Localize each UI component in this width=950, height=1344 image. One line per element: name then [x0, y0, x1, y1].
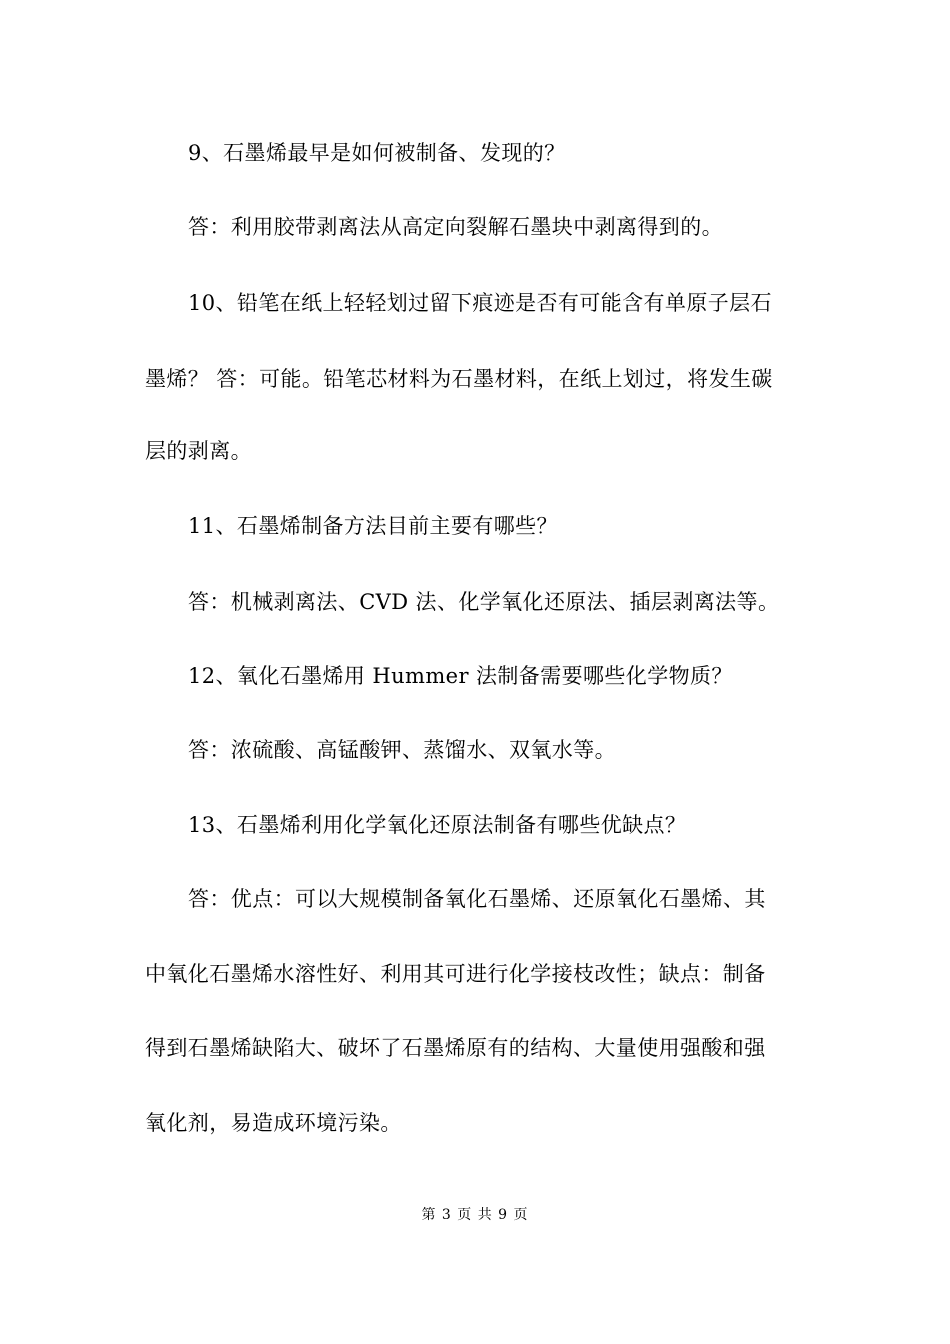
answer-13-line-3: 得到石墨烯缺陷大、破坏了石墨烯原有的结构、大量使用强酸和强 — [145, 1036, 766, 1060]
question-9: 9、石墨烯最早是如何被制备、发现的？ — [188, 141, 566, 165]
question-11: 11、石墨烯制备方法目前主要有哪些？ — [188, 514, 558, 538]
answer-12: 答：浓硫酸、高锰酸钾、蒸馏水、双氧水等。 — [188, 738, 616, 762]
question-10-answer-line-2: 层的剥离。 — [145, 439, 252, 463]
answer-11: 答：机械剥离法、CVD 法、化学氧化还原法、插层剥离法等。 — [188, 590, 780, 614]
answer-13-line-2: 中氧化石墨烯水溶性好、利用其可进行化学接枝改性；缺点：制备 — [145, 962, 766, 986]
answer-13-line-1: 答：优点：可以大规模制备氧化石墨烯、还原氧化石墨烯、其 — [188, 887, 766, 911]
page-footer: 第 3 页 共 9 页 — [421, 1207, 529, 1223]
answer-13-line-4: 氧化剂，易造成环境污染。 — [145, 1111, 402, 1135]
question-10: 10、铅笔在纸上轻轻划过留下痕迹是否有可能含有单原子层石 — [188, 291, 772, 315]
question-12: 12、氧化石墨烯用 Hummer 法制备需要哪些化学物质？ — [188, 664, 733, 688]
answer-9: 答：利用胶带剥离法从高定向裂解石墨块中剥离得到的。 — [188, 215, 723, 239]
question-13: 13、石墨烯利用化学氧化还原法制备有哪些优缺点？ — [188, 813, 687, 837]
question-10-answer-line-1: 墨烯？ 答：可能。铅笔芯材料为石墨材料，在纸上划过，将发生碳 — [145, 367, 773, 391]
